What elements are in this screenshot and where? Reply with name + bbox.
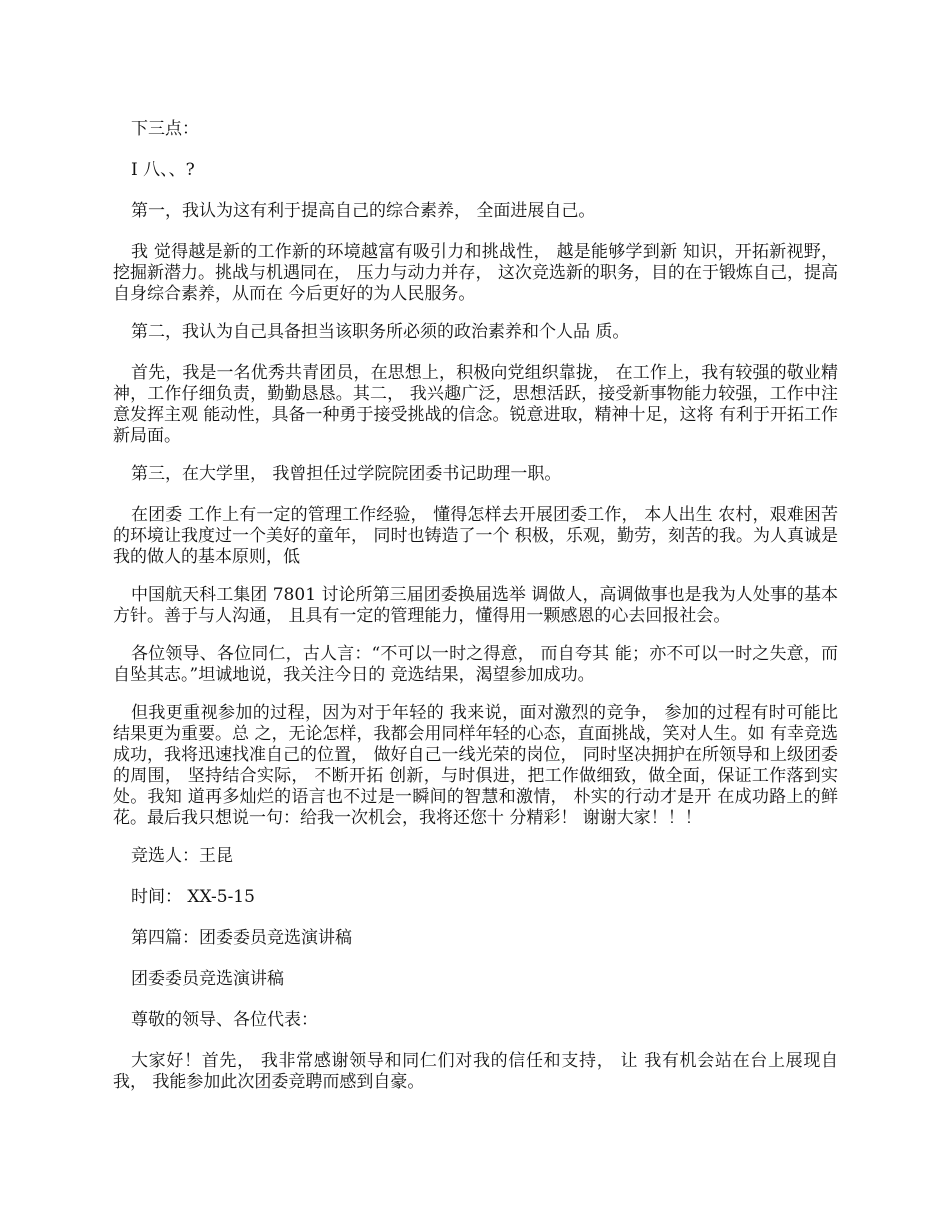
paragraph-point-three: 第三，在大学里， 我曾担任过学院院团委书记助理一职。 bbox=[131, 464, 562, 484]
section-heading: 第四篇：团委委员竞选演讲稿 bbox=[131, 928, 352, 948]
document-body bbox=[113, 119, 838, 1110]
paragraph-intro: 下三点： bbox=[131, 119, 199, 139]
paragraph-closing: 但我更重视参加的过程，因为对于年轻的 我来说，面对激烈的竞争， 参加的过程有时可能比结果更为重要。总 之，无论怎样，我都会用同样年轻的心态，直面挑战，笑对人生。如 有幸竞选成功，我将迅速找准自己的位置， 做好自己一线光荣的岗位， 同时坚决拥护在所领导和上级团委的周围， 坚持结合实际， 不断开拓 创新，与时俱进，把工作做细致，做全面，保证工作落到实处。我知 道再多灿烂的语言也不过是一瞬间的智慧和激情， 朴实的行动才是开 在成功路上的鲜花。最后我只想说一句：给我一次机会，我将还您十 分精彩！ 谢谢大家！！！ bbox=[113, 703, 838, 828]
paragraph-point-one: 第一，我认为这有利于提高自己的综合素养， 全面进展自己。 bbox=[131, 201, 596, 221]
paragraph-quote: 各位领导、各位同仁，古人言：“不可以一时之得意， 而自夸其 能；亦不可以一时之失意，而自坠其志。”坦诚地说，我关注今日的 竞选结果，渴望参加成功。 bbox=[113, 644, 838, 685]
paragraph-point-two-detail: 首先，我是一名优秀共青团员，在思想上，积极向党组织靠拢， 在工作上，我有较强的敬业精神，工作仔细负责，勤勤恳恳。其二， 我兴趣广泛，思想活跃，接受新事物能力较强，工作中注意发挥主观 能动性，具备一种勇于接受挑战的信念。锐意进取，精神十足，这将 有利于开拓工作新局面。 bbox=[113, 363, 838, 446]
speech-title: 团委委员竞选演讲稿 bbox=[131, 969, 284, 989]
paragraph-organization: 中国航天科工集团 7801 讨论所第三届团委换届选举 调做人，高调做事也是我为人处事的基本方针。善于与人沟通， 且具有一定的管理能力，懂得用一颗感恩的心去回报社会。 bbox=[113, 585, 838, 626]
paragraph-greeting: 大家好！首先， 我非常感谢领导和同仁们对我的信任和支持， 让 我有机会站在台上展现自我， 我能参加此次团委竞聘而感到自豪。 bbox=[113, 1051, 838, 1092]
paragraph-marker: I 八、、? bbox=[131, 160, 195, 180]
paragraph-candidate: 竞选人：王昆 bbox=[131, 846, 233, 866]
paragraph-date: 时间： XX-5-15 bbox=[131, 887, 255, 907]
paragraph-point-two: 第二，我认为自己具备担当该职务所必须的政治素养和个人品 质。 bbox=[131, 322, 630, 342]
paragraph-point-one-detail: 我 觉得越是新的工作新的环境越富有吸引力和挑战性， 越是能够学到新 知识，开拓新视野，挖掘新潜力。挑战与机遇同在， 压力与动力并存， 这次竞选新的职务，目的在于锻炼自己，提高自身综合素养，从而在 今后更好的为人民服务。 bbox=[113, 242, 838, 304]
paragraph-point-three-detail: 在团委 工作上有一定的管理工作经验， 懂得怎样去开展团委工作， 本人出生 农村，艰难困苦的环境让我度过一个美好的童年， 同时也铸造了一个 积极，乐观，勤劳，刻苦的我。为人真诚是我的做人的基本原则，低 bbox=[113, 505, 838, 567]
paragraph-salutation: 尊敬的领导、各位代表： bbox=[131, 1010, 318, 1030]
